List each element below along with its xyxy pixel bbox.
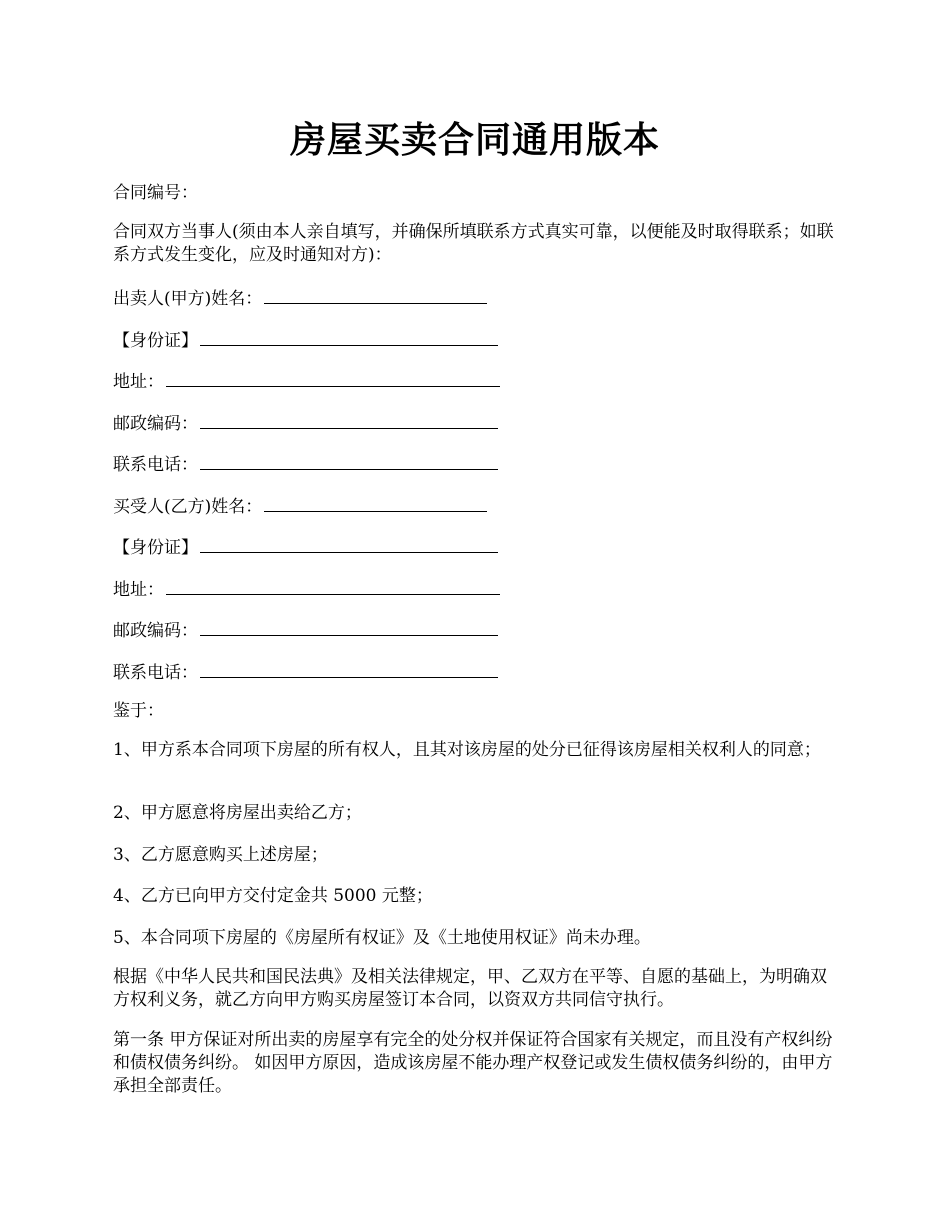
seller-postcode-label: 邮政编码： xyxy=(113,414,198,434)
seller-phone-row xyxy=(113,452,838,477)
buyer-id-row xyxy=(113,535,838,560)
basis-paragraph: 根据《中华人民共和国民法典》及相关法律规定，甲、乙双方在平等、自愿的基础上，为明确双方权利义务，就乙方向甲方购买房屋签订本合同，以资双方共同信守执行。 xyxy=(113,967,827,1010)
buyer-address-row xyxy=(113,577,838,602)
article-1: 第一条 甲方保证对所出卖的房屋享有完全的处分权并保证符合国家有关规定，而且没有产权纠纷和债权债务纠纷。 如因甲方原因，造成该房屋不能办理产权登记或发生债权债务纠纷的，由甲方承担全部责任。 xyxy=(113,1030,833,1096)
buyer-postcode-blank[interactable] xyxy=(200,618,498,636)
buyer-phone-row xyxy=(113,660,838,685)
seller-postcode-row xyxy=(113,411,838,436)
buyer-address-blank[interactable] xyxy=(166,577,500,595)
clause-3: 3、乙方愿意购买上述房屋； xyxy=(113,845,328,865)
buyer-id-label: 【身份证】 xyxy=(113,538,198,558)
seller-address-blank[interactable] xyxy=(166,369,500,387)
buyer-phone-blank[interactable] xyxy=(200,660,498,678)
clause-5: 5、本合同项下房屋的《房屋所有权证》及《土地使用权证》尚未办理。 xyxy=(113,928,651,948)
seller-address-row xyxy=(113,369,838,394)
seller-address-label: 地址： xyxy=(113,372,164,392)
contract-number-label: 合同编号： xyxy=(113,183,198,203)
seller-id-row xyxy=(113,328,838,353)
buyer-postcode-row xyxy=(113,618,838,643)
seller-phone-blank[interactable] xyxy=(200,452,498,470)
seller-id-label: 【身份证】 xyxy=(113,331,198,351)
whereas-label: 鉴于： xyxy=(113,701,164,721)
buyer-name-blank[interactable] xyxy=(264,494,487,512)
buyer-postcode-label: 邮政编码： xyxy=(113,621,198,641)
clause-2: 2、甲方愿意将房屋出卖给乙方； xyxy=(113,803,362,823)
buyer-name-label: 买受人(乙方)姓名： xyxy=(113,497,263,517)
document-title: 房屋买卖合同通用版本 xyxy=(289,119,660,161)
seller-name-blank[interactable] xyxy=(264,286,487,304)
clause-1: 1、甲方系本合同项下房屋的所有权人，且其对该房屋的处分已征得该房屋相关权利人的同意； xyxy=(113,740,821,760)
buyer-name-row xyxy=(113,494,838,519)
buyer-address-label: 地址： xyxy=(113,580,164,600)
clause-4: 4、乙方已向甲方交付定金共 5000 元整； xyxy=(113,886,433,906)
intro-paragraph: 合同双方当事人(须由本人亲自填写，并确保所填联系方式真实可靠，以便能及时取得联系；如联系方式发生变化，应及时通知对方)： xyxy=(113,222,834,265)
buyer-phone-label: 联系电话： xyxy=(113,663,198,683)
seller-name-label: 出卖人(甲方)姓名： xyxy=(113,289,263,309)
seller-id-blank[interactable] xyxy=(200,328,498,346)
seller-postcode-blank[interactable] xyxy=(200,411,498,429)
buyer-id-blank[interactable] xyxy=(200,535,498,553)
seller-name-row xyxy=(113,286,838,311)
seller-phone-label: 联系电话： xyxy=(113,455,198,475)
